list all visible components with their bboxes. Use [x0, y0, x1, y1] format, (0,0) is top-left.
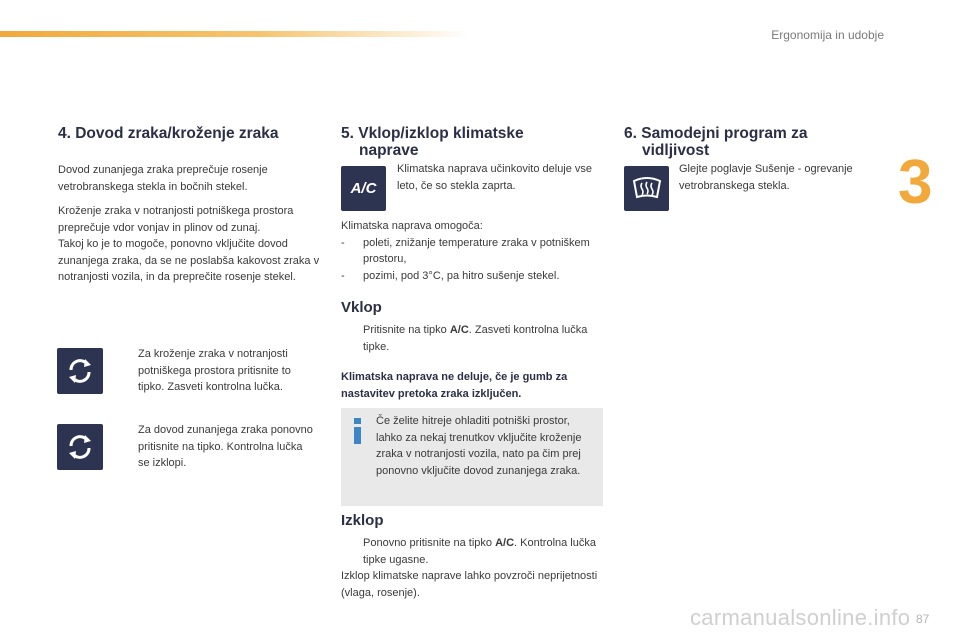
list-item: Pritisnite na tipko A/C. Zasveti kontrolna lučka tipke. — [363, 324, 588, 353]
ac-icon-label: A/C — [350, 180, 377, 197]
paragraph: Klimatska naprava omogoča: — [341, 220, 483, 232]
watermark: carmanualsonline.info — [690, 605, 911, 630]
ac-intro: Klimatska naprava učinkovito deluje vse leto, če so stekla zaprta. — [397, 163, 593, 192]
subsection-title-on: Vklop — [341, 299, 382, 316]
page-number: 87 — [916, 612, 930, 626]
ac-capabilities — [341, 218, 603, 284]
column-ac — [341, 125, 603, 159]
paragraph: Kroženje zraka v notranjosti potniškega prostora preprečuje vdor vonjav in plinov od zunaj. — [58, 205, 294, 234]
windscreen-demist-icon — [631, 175, 663, 203]
air-recirculation-icon — [65, 356, 95, 386]
paragraph: Takoj ko je to mogoče, ponovno vključite dovod zunanjega zraka, da se ne poslabša kakovost zraka v notranjosti vozila, in da preprečite rosenje stekel. — [58, 238, 320, 283]
column-visibility — [624, 125, 884, 159]
off-note: Izklop klimatske naprave lahko povzroči neprijetnosti (vlaga, rosenje). — [341, 570, 598, 599]
instruction-text: Za dovod zunanjega zraka ponovno pritisnite na tipko. Kontrolna lučka se izklopi. — [138, 424, 313, 469]
fresh-air-button-icon — [57, 424, 103, 470]
list-item: - poleti, znižanje temperature zraka v potniškem prostoru, — [341, 236, 590, 265]
air-recirculation-icon — [65, 432, 95, 462]
recirculation-button-icon — [57, 348, 103, 394]
section-title-visibility: 6. Samodejni program za vidljivost — [624, 125, 808, 159]
paragraph: Dovod zunanjega zraka preprečuje rosenje vetrobranskega stekla in bočnih stekel. — [58, 164, 268, 193]
section-header: Ergonomija in udobje — [771, 28, 884, 42]
subsection-title-off: Izklop — [341, 512, 384, 529]
column-air-intake — [58, 125, 320, 286]
section-title-air-intake: 4. Dovod zraka/kroženje zraka — [58, 125, 279, 142]
list-item — [116, 422, 316, 472]
info-box — [341, 408, 603, 506]
info-text: Če želite hitreje ohladiti potniški prostor, lahko za nekaj trenutkov vključite kroženje zraka v notranjosti vozila, nato pa čim prej ponovno vključite dovod zunanjega zraka. — [376, 415, 582, 477]
info-icon — [353, 418, 363, 444]
section-title-ac: 5. Vklop/izklop klimatske naprave — [341, 125, 524, 159]
list-item: - pozimi, pod 3°C, pa hitro sušenje stekel. — [341, 269, 560, 282]
list-item: Ponovno pritisnite na tipko A/C. Kontrolna lučka tipke ugasne. — [363, 537, 596, 566]
accent-bar — [0, 31, 470, 37]
visibility-button-icon — [624, 166, 669, 211]
visibility-text: Glejte poglavje Sušenje - ogrevanje vetrobranskega stekla. — [679, 163, 853, 192]
warning-note: Klimatska naprava ne deluje, če je gumb za nastavitev pretoka zraka izključen. — [341, 371, 568, 400]
list-item — [116, 346, 316, 396]
chapter-number: 3 — [898, 148, 933, 217]
instruction-text: Za kroženje zraka v notranjosti potniškega prostora pritisnite to tipko. Zasveti kontrolna lučka. — [138, 348, 291, 393]
ac-button-icon — [341, 166, 386, 211]
